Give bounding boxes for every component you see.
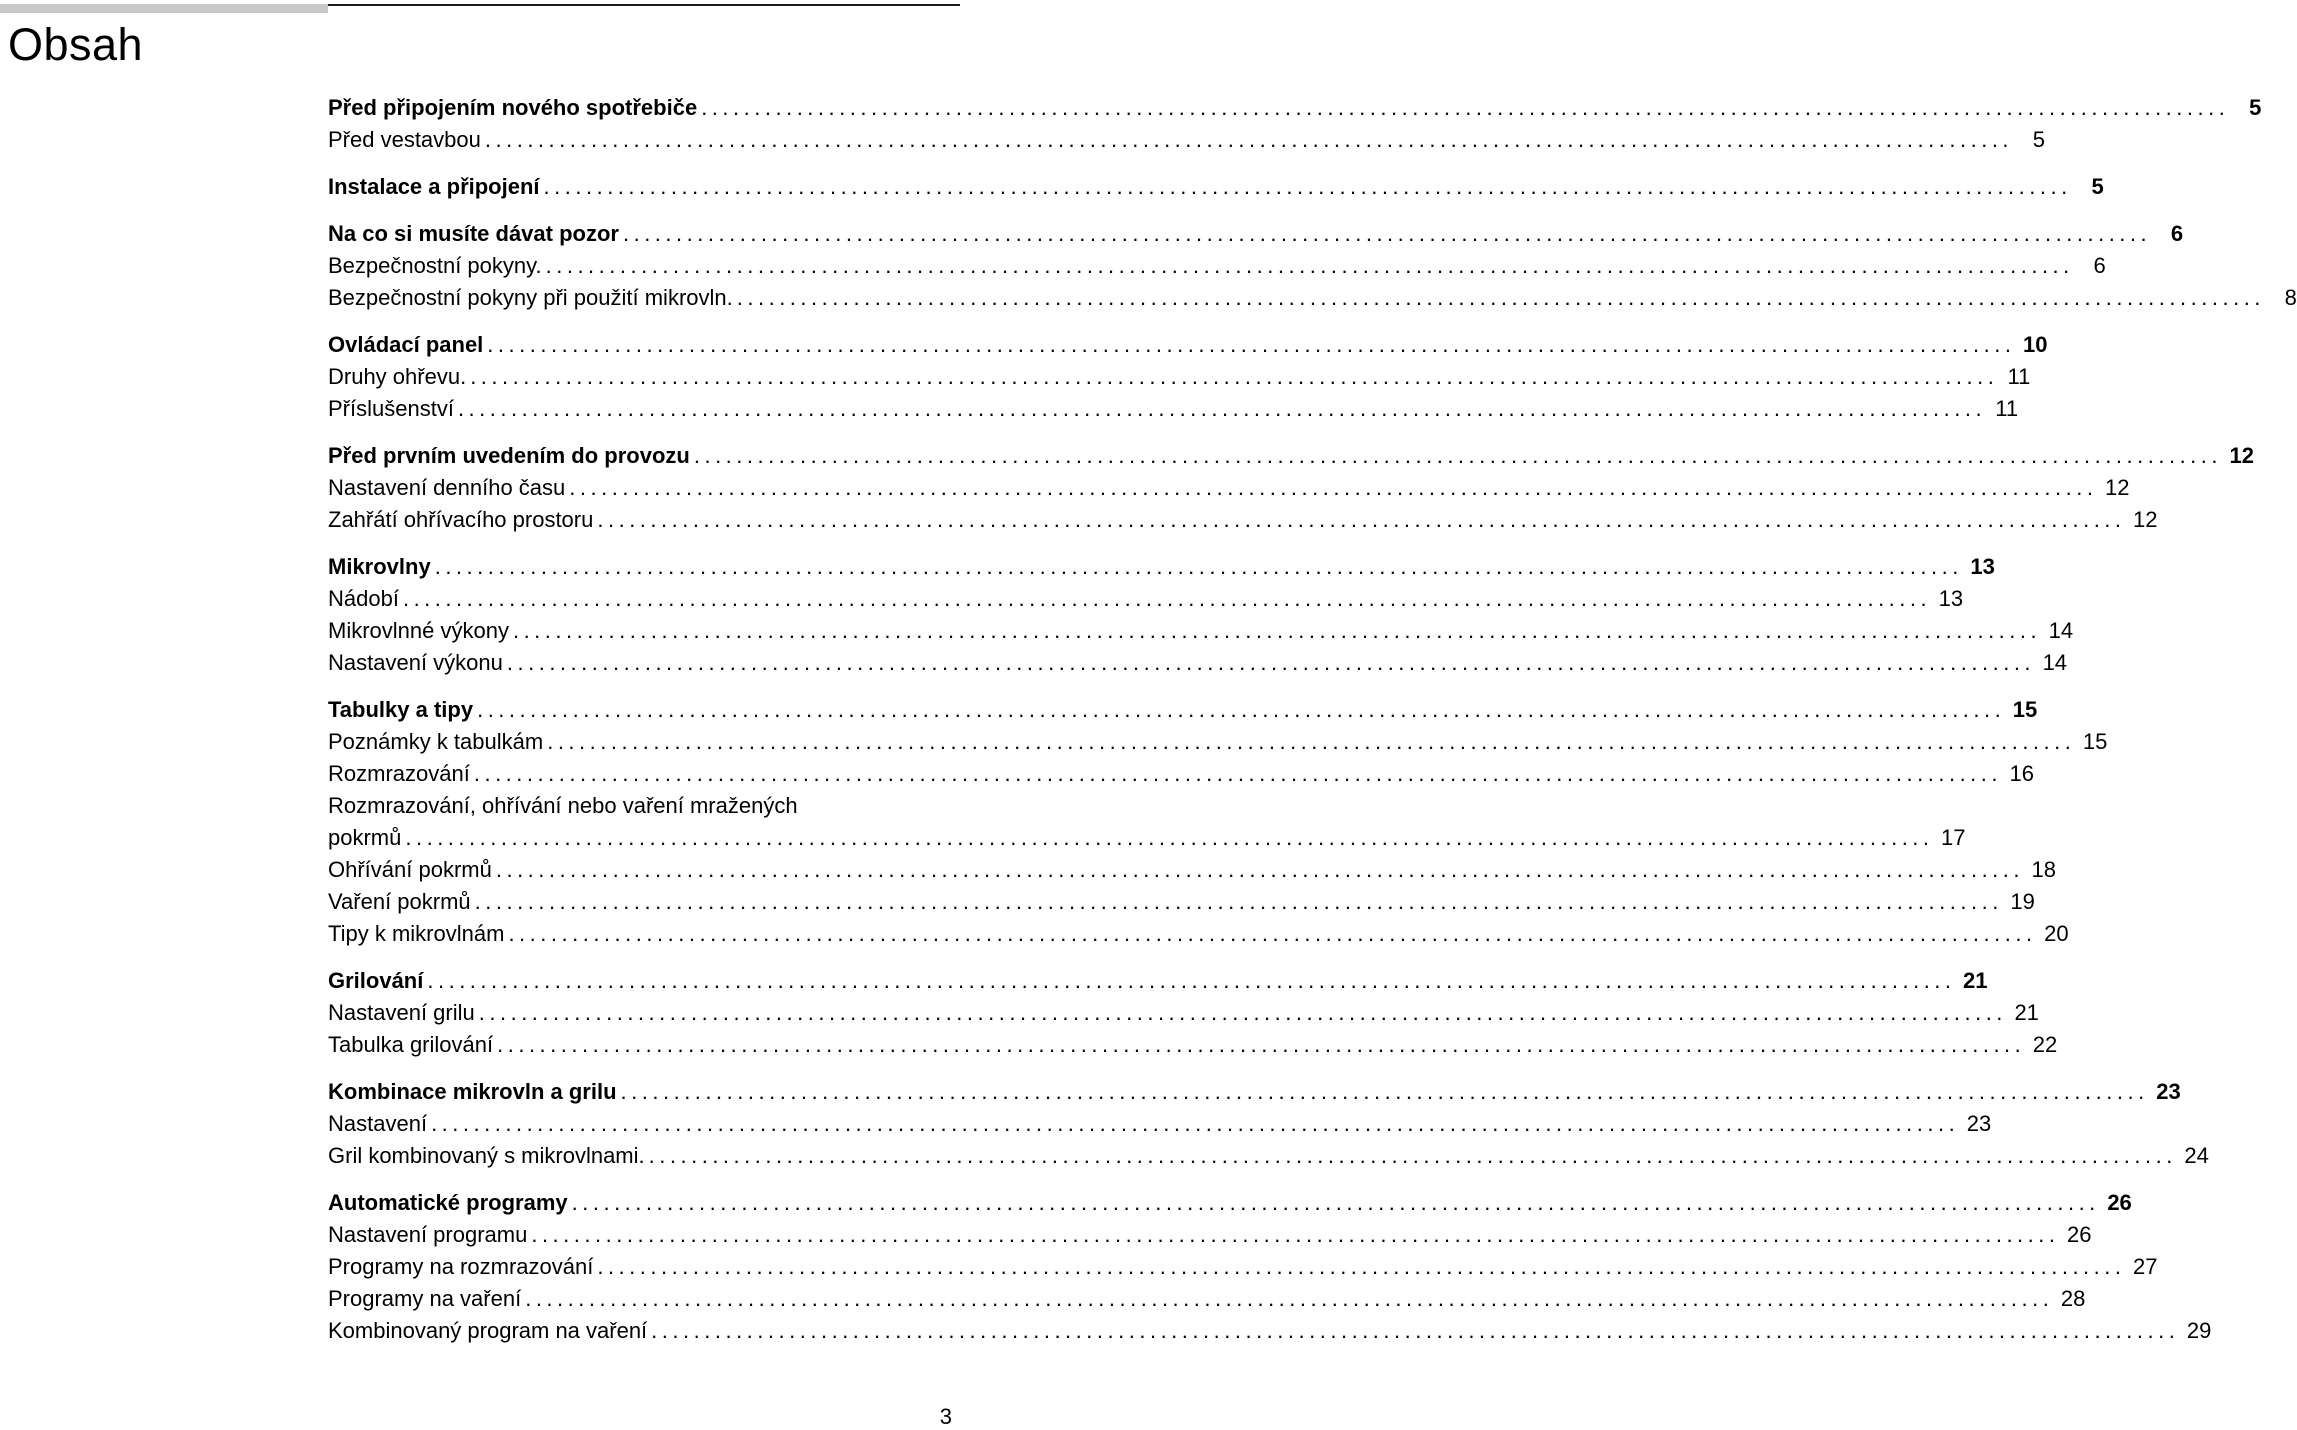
toc-entry-title: Tabulky a tipy [328,697,474,722]
toc-section [328,218,2297,314]
toc-page-number: 14 [2048,618,2074,643]
toc-entry[interactable] [328,997,2039,1029]
toc-page-number: 21 [1963,968,1988,993]
toc-subentry-row [328,393,2019,425]
dot-leader: ................................................................................................................................................ [512,618,2042,643]
toc-entry[interactable] [328,1029,2058,1061]
toc-subentry-row [328,918,2069,950]
toc-entry-title: Na co si musíte dávat pozor [328,221,619,246]
toc-page-number: 6 [2093,253,2106,278]
header-rule [328,4,960,6]
dot-leader: ................................................................................................................................................ [648,1143,2177,1168]
toc-entry-title: Tipy k mikrovlnám [328,921,505,946]
dot-leader: ................................................................................................................................................ [651,1318,2180,1343]
dot-leader: ................................................................................................................................................ [474,889,2003,914]
toc-entry[interactable] [328,393,2019,425]
dot-leader: ................................................................................................................................................ [597,507,2126,532]
toc-page-number: 15 [2082,729,2108,754]
dot-leader: ................................................................................................................................................ [477,697,2006,722]
toc-entry-title: Grilování [328,968,424,993]
toc-entry-title: Mikrovlnné výkony [328,618,509,643]
toc-chapter-row [328,92,2262,124]
toc-entry-title: Programy na rozmrazování [328,1254,594,1279]
toc-entry-title: Před vestavbou [328,127,481,152]
toc-subentry-row [328,997,2039,1029]
toc-entry-title: Gril kombinovaný s mikrovlnami. [328,1143,645,1168]
dot-leader: ................................................................................................................................................ [531,1222,2060,1247]
toc-subentry-row [328,1029,2058,1061]
toc-entry[interactable] [328,694,2038,726]
toc-chapter-row [328,1076,2181,1108]
toc-entry[interactable] [328,886,2035,918]
toc-page-number: 15 [2012,697,2038,722]
page-number: 3 [939,1404,952,1429]
toc-entry[interactable] [328,726,2108,758]
toc-subentry-row [328,1251,2158,1283]
toc-entry[interactable] [328,124,2046,156]
dot-leader: ................................................................................................................................................ [525,1286,2054,1311]
toc-entry-title: Před připojením nového spotřebiče [328,95,698,120]
toc-entry-title: Poznámky k tabulkám [328,729,544,754]
toc-entry-title: pokrmů [328,825,402,850]
toc-page-number: 23 [2156,1079,2181,1104]
toc-section [328,440,2255,536]
toc-entry[interactable] [328,472,2130,504]
toc-subentry-row [328,726,2108,758]
toc-chapter-row [328,218,2184,250]
toc-entry[interactable] [328,854,2057,886]
toc-subentry-row [328,1283,2086,1315]
toc-entry[interactable] [328,1283,2086,1315]
toc-section [328,92,2262,156]
toc-page-number: 18 [2031,857,2057,882]
dot-leader: ................................................................................................................................................ [620,1079,2149,1104]
toc-entry-title-line: Rozmrazování, ohřívání nebo vaření mražených [328,793,798,818]
toc-chapter-row [328,965,1988,997]
toc-page-number: 5 [2032,127,2046,152]
toc-subentry-row [328,504,2158,536]
dot-leader: ................................................................................................................................................ [736,285,2265,310]
toc-entry[interactable] [328,1219,2092,1251]
toc-entry-title: Nastavení výkonu [328,650,503,675]
toc-entry-title: Automatické programy [328,1190,568,1215]
toc-section [328,1076,2209,1172]
toc-entry[interactable] [328,965,1988,997]
dot-leader: ................................................................................................................................................ [487,332,2016,357]
toc-entry-title: Zahřátí ohřívacího prostoru [328,507,594,532]
dot-leader: ................................................................................................................................................ [545,253,2074,278]
toc-page-number: 5 [2249,95,2262,120]
toc-entry[interactable] [328,1108,1992,1140]
toc-entry[interactable] [328,1140,2209,1172]
dot-leader: ................................................................................................................................................ [405,825,1934,850]
toc-subentry-row [328,1219,2092,1251]
toc-chapter-row [328,551,1995,583]
toc-entry[interactable] [328,1076,2181,1108]
toc-subentry-row [328,583,1964,615]
toc-entry-title: Tabulka grilování [328,1032,494,1057]
toc-entry-title: Bezpečnostní pokyny při použití mikrovln. [328,285,733,310]
toc-subentry-row [328,886,2035,918]
toc-entry[interactable] [328,758,2035,790]
toc-page-number: 26 [2107,1190,2132,1215]
dot-leader: ................................................................................................................................................ [457,396,1987,421]
dot-leader: ................................................................................................................................................ [693,443,2223,468]
toc-section [328,694,2108,950]
toc-entry[interactable] [328,218,2184,250]
toc-subentry-row [328,124,2046,156]
toc-entry-title: Příslušenství [328,396,454,421]
toc-page-number: 13 [1970,554,1995,579]
toc-chapter-row [328,440,2255,472]
toc-section [328,171,2104,203]
toc-page-number: 26 [2067,1222,2092,1247]
toc-entry[interactable] [328,92,2262,124]
toc-page-number: 11 [2007,364,2031,389]
toc-chapter-row [328,329,2048,361]
dot-leader: ................................................................................................................................................ [431,1111,1960,1136]
toc-entry[interactable] [328,361,2031,393]
dot-leader: ................................................................................................................................................ [402,586,1932,611]
toc-entry[interactable] [328,329,2048,361]
dot-leader: ................................................................................................................................................ [495,857,2025,882]
toc-entry[interactable] [328,171,2104,203]
toc-subentry-row [328,647,2068,679]
toc-subentry-row [328,822,1966,854]
toc-section [328,965,2058,1061]
toc-subentry-row [328,854,2057,886]
toc-page-number: 19 [2010,889,2035,914]
toc-page-number: 22 [2032,1032,2058,1057]
toc-entry-title: Ohřívání pokrmů [328,857,492,882]
toc-subentry-row [328,1108,1992,1140]
toc-entry-title: Ovládací panel [328,332,484,357]
dot-leader: ................................................................................................................................................ [543,174,2072,199]
toc-subentry-row [328,758,2035,790]
dot-leader: ................................................................................................................................................ [497,1032,2026,1057]
page-title: Obsah [8,19,144,70]
toc-entry-title: Kombinace mikrovln a grilu [328,1079,617,1104]
dot-leader: ................................................................................................................................................ [484,127,2014,152]
toc-entry[interactable] [328,250,2106,282]
toc-subentry-row [328,615,2074,647]
dot-leader: ................................................................................................................................................ [569,475,2098,500]
toc-page-number: 6 [2170,221,2184,246]
toc-entry[interactable] [328,615,2074,647]
dot-leader: ................................................................................................................................................ [701,95,2230,120]
dot-leader: ................................................................................................................................................ [622,221,2152,246]
toc-entry-title: Vaření pokrmů [328,889,471,914]
toc-page-number: 13 [1938,586,1964,611]
toc-subentry-row [328,1315,2212,1347]
toc-page-number: 27 [2133,1254,2158,1279]
toc-page-number: 10 [2022,332,2048,357]
toc-page-number: 5 [2091,174,2104,199]
dot-leader: ................................................................................................................................................ [478,1000,2007,1025]
toc-entry-title: Bezpečnostní pokyny. [328,253,542,278]
dot-leader: ................................................................................................................................................ [508,921,2037,946]
dot-leader: ................................................................................................................................................ [547,729,2076,754]
toc-entry[interactable] [328,1251,2158,1283]
toc-entry-title: Programy na vaření [328,1286,522,1311]
toc-entry-title: Nastavení [328,1111,428,1136]
toc-entry[interactable] [328,504,2158,536]
toc-page-number: 17 [1941,825,1966,850]
toc-page-number: 11 [1995,396,2019,421]
toc-section [328,329,2048,425]
toc-entry[interactable] [328,1187,2132,1219]
toc-page-number: 12 [2104,475,2130,500]
dot-leader: ................................................................................................................................................ [427,968,1956,993]
toc-entry-title: Druhy ohřevu. [328,364,467,389]
toc-entry-title: Instalace a připojení [328,174,540,199]
toc-entry-title: Rozmrazování [328,761,470,786]
toc-subentry-row [328,1140,2209,1172]
toc-subentry-row [328,361,2031,393]
toc-entry-title: Mikrovlny [328,554,431,579]
toc-subentry-row [328,472,2130,504]
toc-page-number: 29 [2186,1318,2212,1343]
toc-entry[interactable] [328,551,1995,583]
table-of-contents [328,92,2297,1362]
toc-page-number: 28 [2060,1286,2086,1311]
toc-entry[interactable] [328,790,1966,854]
toc-chapter-row [328,694,2038,726]
dot-leader: ................................................................................................................................................ [470,364,1999,389]
toc-page-number: 20 [2044,921,2069,946]
toc-entry-title: Nastavení programu [328,1222,528,1247]
toc-entry[interactable] [328,440,2255,472]
toc-entry-title: Nastavení grilu [328,1000,475,1025]
toc-page-number: 21 [2014,1000,2039,1025]
dot-leader: ................................................................................................................................................ [597,1254,2126,1279]
toc-entry-title: Před prvním uvedením do provozu [328,443,690,468]
toc-entry[interactable] [328,282,2297,314]
toc-section [328,1187,2212,1347]
toc-chapter-row [328,1187,2132,1219]
toc-page-number: 16 [2009,761,2035,786]
toc-page-number: 14 [2042,650,2068,675]
dot-leader: ................................................................................................................................................ [434,554,1963,579]
toc-entry[interactable] [328,583,1964,615]
dot-leader: ................................................................................................................................................ [506,650,2036,675]
toc-entry-title: Kombinovaný program na vaření [328,1318,648,1343]
toc-subentry-row [328,282,2297,314]
header-bar-accent [0,4,328,13]
toc-entry[interactable] [328,918,2069,950]
toc-page-number: 8 [2284,285,2297,310]
toc-chapter-row [328,171,2104,203]
toc-entry-title: Nádobí [328,586,399,611]
toc-page-number: 23 [1966,1111,1992,1136]
toc-page-number: 24 [2184,1143,2209,1168]
toc-entry[interactable] [328,647,2068,679]
toc-page-number: 12 [2229,443,2255,468]
toc-entry-title: Nastavení denního času [328,475,566,500]
toc-section [328,551,2074,679]
toc-page-number: 12 [2133,507,2158,532]
toc-subentry-row [328,250,2106,282]
dot-leader: ................................................................................................................................................ [571,1190,2100,1215]
dot-leader: ................................................................................................................................................ [473,761,2003,786]
toc-entry[interactable] [328,1315,2212,1347]
